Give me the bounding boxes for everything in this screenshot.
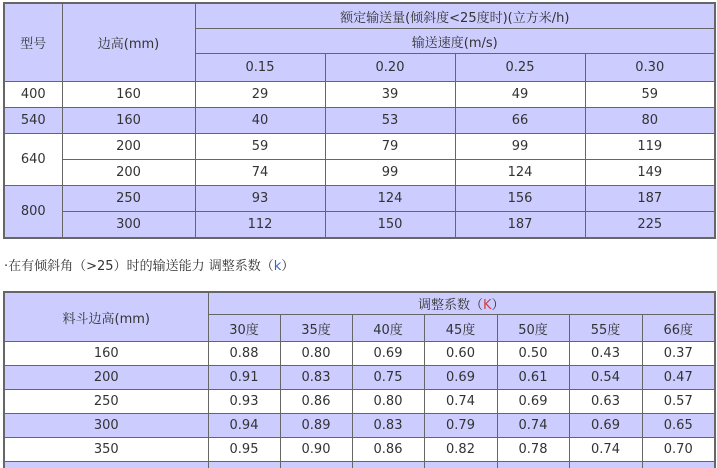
table-cell: 0.61 [497,366,569,390]
table-cell: 0.69 [424,366,497,390]
col-header-angle-45: 45度 [424,315,497,342]
table-cell: 0.74 [569,438,642,462]
table-row [4,212,715,239]
table-cell [280,462,352,468]
table-cell: 0.74 [497,414,569,438]
height-cell: 200 [4,366,208,390]
table-cell: 99 [325,160,455,186]
table-row [4,390,715,414]
table-cell: 149 [585,160,715,186]
col-header-angle-35: 35度 [280,315,352,342]
table-cell: 0.95 [208,438,280,462]
table-cell: 0.83 [352,414,424,438]
table-cell: 0.78 [497,438,569,462]
adjustment-coefficient-table [3,291,716,468]
height-cell: 250 [4,390,208,414]
col-header-angle-40: 40度 [352,315,424,342]
table-cell: 156 [455,186,585,212]
incline-note-close: ） [281,259,295,274]
table-cell: 0.80 [280,342,352,366]
table-cell: 187 [455,212,585,239]
coefficient-label: 调整系数（ [417,298,483,313]
table-cell: 0.90 [280,438,352,462]
table-cell [4,462,208,468]
height-cell: 300 [4,414,208,438]
model-cell: 400 [4,82,62,108]
table-cell: 53 [325,108,455,134]
col-header-angle-55: 55度 [569,315,642,342]
coefficient-close: ） [491,298,505,313]
table-row [4,82,715,108]
table-cell: 93 [195,186,325,212]
height-cell: 350 [4,438,208,462]
model-cell: 640 [4,134,62,186]
table-cell: 119 [585,134,715,160]
table-row [4,160,715,186]
table-cell: 0.69 [352,342,424,366]
height-cell: 160 [62,82,195,108]
table-cell: 0.86 [352,438,424,462]
table-cell: 0.86 [280,390,352,414]
table-cell [497,462,569,468]
table-cell: 0.43 [569,342,642,366]
table-row [4,186,715,212]
table-cell: 59 [195,134,325,160]
height-cell: 160 [62,108,195,134]
table-row [4,438,715,462]
table-cell: 0.91 [208,366,280,390]
table-row [4,366,715,390]
table-cell: 0.83 [280,366,352,390]
col-header-angle-50: 50度 [497,315,569,342]
table-row-clipped [4,462,715,468]
table-cell: 0.79 [424,414,497,438]
col-header-hopper-height: 料斗边高(mm) [4,292,208,342]
col-header-coefficient [208,292,715,315]
col-header-side-height: 边高(mm) [62,3,195,82]
col-header-speed-015: 0.15 [195,54,325,82]
rated-capacity-table [3,2,716,239]
table-row [4,134,715,160]
table-row [4,108,715,134]
col-header-speed-030: 0.30 [585,54,715,82]
table-cell: 124 [455,160,585,186]
table-cell: 79 [325,134,455,160]
table-row [4,414,715,438]
table-cell: 0.63 [569,390,642,414]
height-cell: 250 [62,186,195,212]
col-header-angle-30: 30度 [208,315,280,342]
table-cell: 225 [585,212,715,239]
height-cell: 200 [62,134,195,160]
table-cell [208,462,280,468]
table-cell: 112 [195,212,325,239]
table-cell: 40 [195,108,325,134]
height-cell: 300 [62,212,195,239]
table-cell [424,462,497,468]
table-cell: 0.93 [208,390,280,414]
height-cell: 200 [62,160,195,186]
table-cell: 74 [195,160,325,186]
table-cell: 187 [585,186,715,212]
table-cell: 0.82 [424,438,497,462]
table-cell: 0.60 [424,342,497,366]
incline-note [4,258,714,276]
col-header-angle-66: 66度 [642,315,715,342]
incline-note-k: k [273,259,282,274]
model-cell: 540 [4,108,62,134]
table-cell [642,462,715,468]
table-cell: 0.80 [352,390,424,414]
table-row [4,342,715,366]
table-cell: 39 [325,82,455,108]
table-cell: 124 [325,186,455,212]
col-header-speed-025: 0.25 [455,54,585,82]
table-cell: 49 [455,82,585,108]
model-cell: 800 [4,186,62,239]
table-cell: 0.54 [569,366,642,390]
table-cell: 66 [455,108,585,134]
incline-note-text: ·在有倾斜角（>25）时的输送能力 调整系数（ [4,259,274,274]
table-cell [569,462,642,468]
table-cell: 0.37 [642,342,715,366]
table-cell: 0.47 [642,366,715,390]
table-cell: 0.89 [280,414,352,438]
table-cell: 29 [195,82,325,108]
coefficient-k: K [482,298,492,313]
table-cell: 0.57 [642,390,715,414]
col-header-model: 型号 [4,3,62,82]
table-cell [352,462,424,468]
table-cell: 80 [585,108,715,134]
table-cell: 0.74 [424,390,497,414]
col-header-speed-020: 0.20 [325,54,455,82]
table-cell: 0.94 [208,414,280,438]
table-cell: 59 [585,82,715,108]
table-cell: 99 [455,134,585,160]
table-cell: 0.75 [352,366,424,390]
table-cell: 0.69 [569,414,642,438]
table-cell: 150 [325,212,455,239]
table-cell: 0.50 [497,342,569,366]
table-cell: 0.70 [642,438,715,462]
table-cell: 0.65 [642,414,715,438]
table-cell: 0.88 [208,342,280,366]
table-cell: 0.69 [497,390,569,414]
col-header-speed: 输送速度(m/s) [195,29,715,54]
height-cell: 160 [4,342,208,366]
col-header-rated-capacity: 额定输送量(倾斜度<25度时)(立方米/h) [195,3,715,29]
